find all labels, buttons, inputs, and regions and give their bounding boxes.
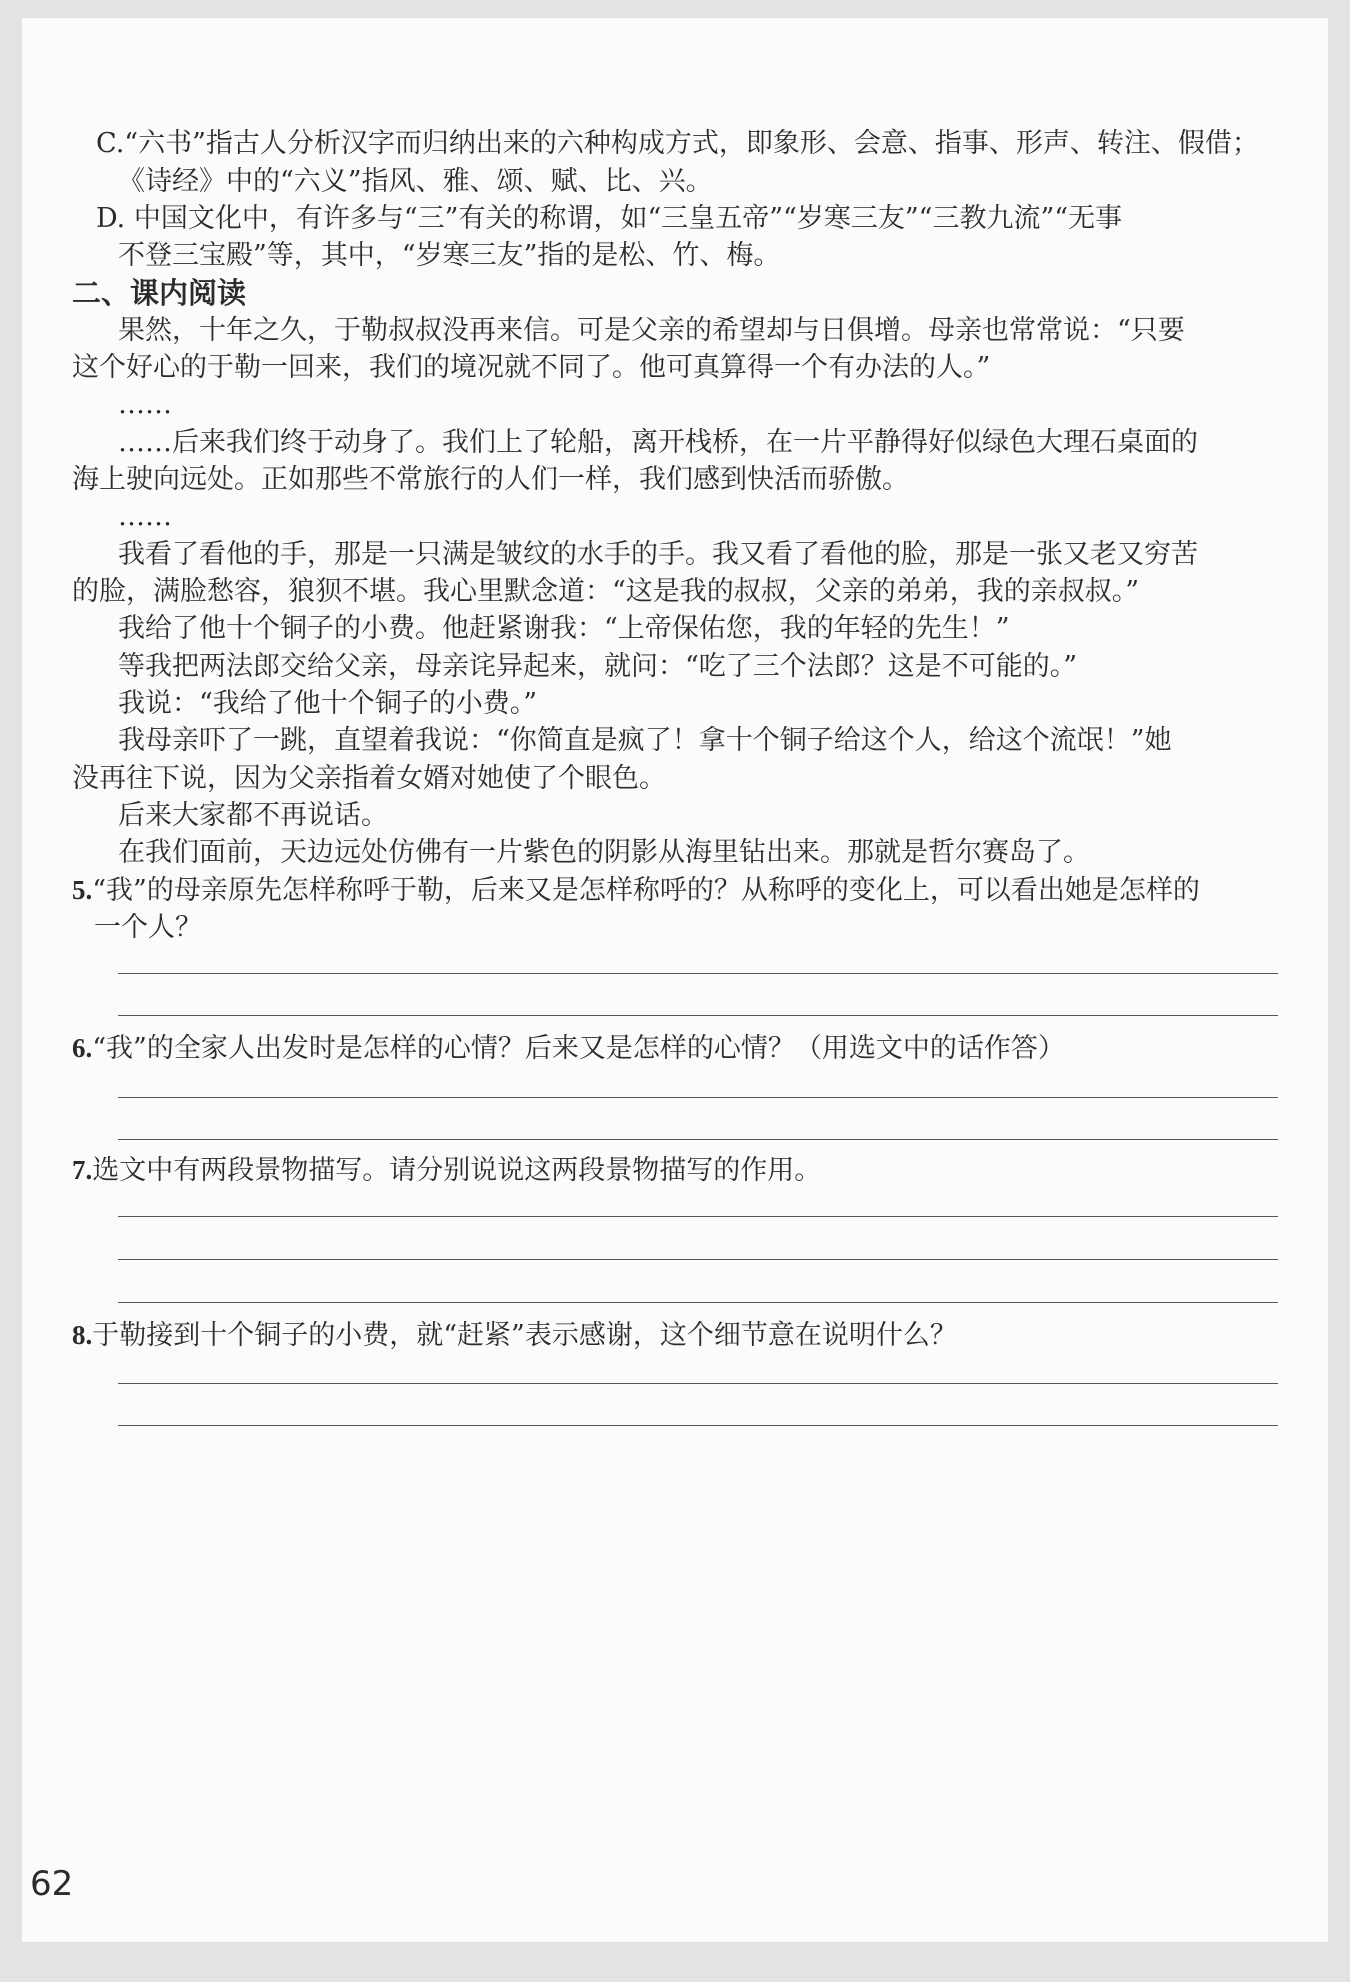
answer-line-q6-1[interactable] xyxy=(118,1097,1278,1098)
passage-p2-line-1: ……后来我们终于动身了。我们上了轮船，离开栈桥，在一片平静得好似绿色大理石桌面的 xyxy=(118,427,1198,458)
question-8 xyxy=(72,1322,957,1349)
option-d-line-1: D. 中国文化中，有许多与“三”有关的称谓，如“三皇五帝”“岁寒三友”“三教九流”“无事 xyxy=(96,203,1123,234)
passage-p7-line-2: 没再往下说，因为父亲指着女婿对她使了个眼色。 xyxy=(72,763,666,794)
answer-line-q7-1[interactable] xyxy=(118,1216,1278,1217)
answer-line-q7-3[interactable] xyxy=(118,1302,1278,1303)
passage-ellipsis-1: …… xyxy=(118,389,172,420)
passage-p1-line-2: 这个好心的于勒一回来，我们的境况就不同了。他可真算得一个有办法的人。” xyxy=(72,352,991,383)
option-c-line-1: C.“六书”指古人分析汉字而归纳出来的六种构成方式，即象形、会意、指事、形声、转注、假借； xyxy=(96,128,1259,159)
page-number: 62 xyxy=(30,1864,74,1904)
answer-line-q6-2[interactable] xyxy=(118,1139,1278,1140)
passage-p1-line-1: 果然，十年之久，于勒叔叔没再来信。可是父亲的希望却与日俱增。母亲也常常说：“只要 xyxy=(118,315,1185,346)
question-5-line-1 xyxy=(72,877,1200,904)
passage-p3-line-2: 的脸，满脸愁容，狼狈不堪。我心里默念道：“这是我的叔叔，父亲的弟弟，我的亲叔叔。” xyxy=(72,576,1140,607)
passage-p8: 后来大家都不再说话。 xyxy=(118,800,388,831)
passage-p6: 我说：“我给了他十个铜子的小费。” xyxy=(118,688,538,719)
passage-p4: 我给了他十个铜子的小费。他赶紧谢我：“上帝保佑您，我的年轻的先生！” xyxy=(118,613,1010,644)
passage-p9: 在我们面前，天边远处仿佛有一片紫色的阴影从海里钻出来。那就是哲尔赛岛了。 xyxy=(118,837,1090,868)
passage-p5: 等我把两法郎交给父亲，母亲诧异起来，就问：“吃了三个法郎？这是不可能的。” xyxy=(118,651,1078,682)
answer-line-q8-1[interactable] xyxy=(118,1383,1278,1384)
answer-line-q8-2[interactable] xyxy=(118,1425,1278,1426)
question-6-number: 6. xyxy=(72,1033,93,1063)
answer-line-q7-2[interactable] xyxy=(118,1259,1278,1260)
question-8-number: 8. xyxy=(72,1320,93,1350)
question-5-text: “我”的母亲原先怎样称呼于勒，后来又是怎样称呼的？从称呼的变化上，可以看出她是怎样的 xyxy=(92,875,1200,906)
question-6-text: “我”的全家人出发时是怎样的心情？后来又是怎样的心情？（用选文中的话作答） xyxy=(92,1033,1065,1064)
passage-ellipsis-2: …… xyxy=(118,501,172,532)
passage-p3-line-1: 我看了看他的手，那是一只满是皱纹的水手的手。我又看了看他的脸，那是一张又老又穷苦 xyxy=(118,539,1198,570)
answer-line-q5-2[interactable] xyxy=(118,1015,1278,1016)
passage-p7-line-1: 我母亲吓了一跳，直望着我说：“你简直是疯了！拿十个铜子给这个人，给这个流氓！”她 xyxy=(118,725,1172,756)
question-7-text: 选文中有两段景物描写。请分别说说这两段景物描写的作用。 xyxy=(92,1155,822,1186)
question-7-number: 7. xyxy=(72,1155,93,1185)
section-heading: 二、课内阅读 xyxy=(72,276,247,310)
question-7 xyxy=(72,1157,821,1184)
passage-p2-line-2: 海上驶向远处。正如那些不常旅行的人们一样，我们感到快活而骄傲。 xyxy=(72,464,909,495)
question-5-line-2: 一个人？ xyxy=(94,912,202,943)
answer-line-q5-1[interactable] xyxy=(118,973,1278,974)
option-c-line-2: 《诗经》中的“六义”指风、雅、颂、赋、比、兴。 xyxy=(118,166,713,197)
option-d-line-2: 不登三宝殿”等，其中，“岁寒三友”指的是松、竹、梅。 xyxy=(118,240,781,271)
question-5-number: 5. xyxy=(72,875,93,905)
question-8-text: 于勒接到十个铜子的小费，就“赶紧”表示感谢，这个细节意在说明什么？ xyxy=(92,1320,957,1351)
question-6 xyxy=(72,1035,1065,1062)
workbook-page xyxy=(22,18,1328,1942)
